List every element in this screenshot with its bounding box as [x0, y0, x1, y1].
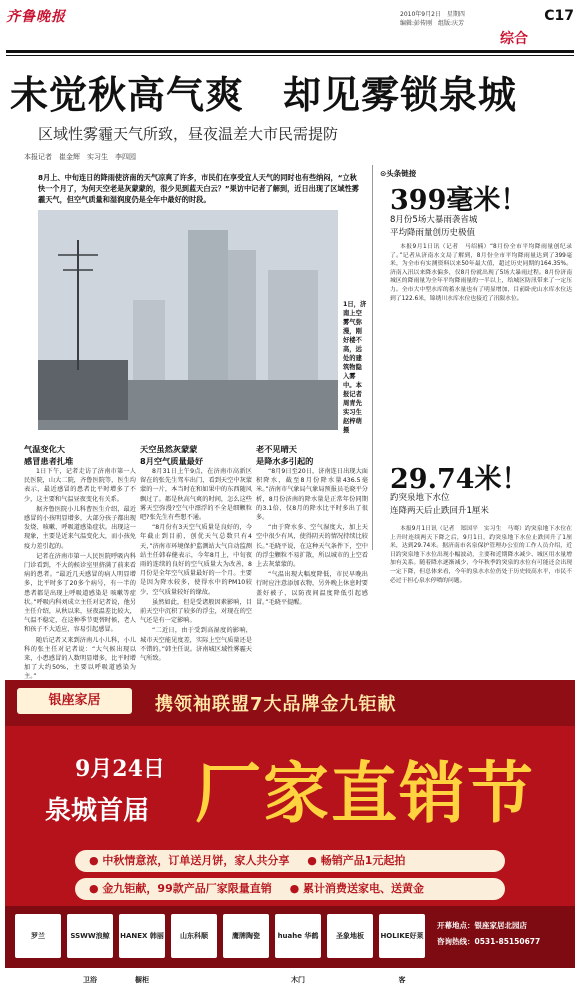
issue-info	[400, 10, 510, 28]
brand-logo: huahe 华鹤木门	[275, 914, 321, 958]
article-column-1	[24, 443, 136, 681]
rainfall-subtitle-line1: 8月份5场大暴雨袭省城	[390, 215, 478, 225]
advertisement	[5, 680, 575, 984]
ad-venue: 泉城首届	[45, 796, 150, 826]
headline: 未觉秋高气爽 却见雾锁泉城	[10, 73, 518, 117]
body-paragraph: 记者在济南市第一人民医院呼吸内科门诊看到，不大的候诊室里挤满了前来看病的患者。“最近几天感冒的病人明显增多，比平时多了20多个病号，有一半的患者都是出现上呼吸道感染是 咳嗽等症状。”呼吸内科刘成立主任对记者说，他另主任介绍，从秋以来，昼夜温差比较大，气温不稳定，在这种季节更替时候，老人和孩子不大适应，容易引起感冒。	[24, 552, 136, 634]
promo-item: ● 中秋情意浓，订单送月饼，家人共分享	[89, 854, 290, 867]
rainfall-story	[390, 243, 572, 448]
promo-item: ● 累计消费送家电、送黄金	[289, 882, 425, 895]
body-paragraph: 1日下午，记者走访了济南市第一人民医院，山大二院，齐鲁医院等，医生均表示，最近感冒的患者比平时增多了不少，这主要和气温昼夜变化有关系。	[24, 468, 136, 503]
foggy-city-image	[38, 210, 338, 430]
newspaper-logo: 齐鲁晚报	[6, 9, 66, 25]
subheadline: 区域性雾霾天气所致，昼夜温差大市民需提防	[38, 125, 339, 143]
brand-logo: 圣象地板	[327, 914, 373, 958]
rainfall-stat: 399毫米！	[390, 185, 528, 216]
body-paragraph: “气温出现大幅度降低，市民早晚出行时应注意添加衣物，另外晚上休息时要盖好被子，以防夜间温度降低引起感冒。”毛晓平提醒。	[256, 571, 368, 606]
brand-logo: 鹰牌陶瓷	[223, 914, 269, 958]
body-paragraph: 虽然如此，但是受诸般因素影响，目前天空中沉积了较多的浮尘，对现在的空气还是有一定影响。	[140, 598, 252, 625]
spring-level-story-text: 本报9月1日讯（记者 郑国平 实习生 马骞）趵突泉地下水位在上升时连续两天下降之后，9月1日，趵突泉地下水位止跌回升了1厘米，达到29.74米。据济南市名泉保护管理办公室的工作人员介绍，近日趵突泉地下水位出现小幅波动，主要和近期降水减少、城区用水量增加有关系。随着降水逐渐减少，今年秋季趵突泉的水位有可能还会出现一定下降，但总体来看，今年的泉水水位仍处于历史较高水平，市民不必过于担心泉水停喷的问题。	[390, 526, 572, 584]
masthead-rule	[6, 50, 574, 53]
ad-contact: 开幕地点：银座家居北园店 咨询热线：0531-85150677	[437, 921, 541, 946]
brand-logo: 罗兰	[15, 914, 61, 958]
promo-item: ● 畅销产品1元起拍	[307, 854, 406, 867]
body-paragraph: “由于降水多、空气湿度大，加上天空中很少有风，使得阴天的情况持续比较长。”毛晓平说，在这种天气条件下，空中的浮尘颗粒不易扩散，所以城市的上空看上去灰蒙蒙的。	[256, 524, 368, 569]
rainfall-subtitle	[390, 214, 570, 240]
brand-logo: 山东科顺	[171, 914, 217, 958]
news-photo	[38, 210, 338, 430]
ad-title: 厂家直销节	[195, 754, 535, 832]
body-paragraph: “二近日，由于受到高湿度的影响，城市天空能见度差，实际上空气质量还是不错的。”韩主任说。济南城区域性雾霾天气所致。	[140, 627, 252, 663]
body-paragraph: “8月份有3天空气质量是良好的，今年截止到目前，创优天气总数只有4天，”济南市环境保护监测站大气自动监测站主任韩春健表示，今年8月上，中旬夜雨的连续的良好的空气质量大为改善，8月份是全年空气质量最好的一个月。主要是因为降水较多，使得水中的PM10较少，空气质量较好的缘故。	[140, 524, 252, 596]
subtitle-cold: 气温变化大 感冒患者扎堆	[24, 444, 74, 466]
spring-level-stat: 29.74米！	[390, 464, 529, 495]
column-divider	[372, 165, 373, 550]
page-number: C17	[544, 8, 574, 24]
spring-level-subtitle: 趵突泉地下水位 连降两天后止跌回升1厘米	[390, 493, 489, 516]
brand-logo: SSWW浪鲸卫浴	[67, 914, 113, 958]
ad-brand-logo: 银座家居	[17, 688, 132, 714]
ad-brand-logos	[5, 906, 575, 984]
promo-item: ● 金九钜献，99款产品厂家限量直销	[89, 882, 272, 895]
brand-logo: HANEX 韩丽橱柜	[119, 914, 165, 958]
body-paragraph: 据齐鲁医院小儿科曹医生介绍，最近感冒的小孩明显增多，大部分孩子都出现发烧、咳嗽、呼吸道感染症状。出现这一现象，主要是近来气温变化大，而小孩免疫力差引起的。	[24, 505, 136, 550]
issue-date: 2010年9月2日 星期四	[400, 11, 465, 18]
masthead-rule-thin	[6, 55, 574, 56]
byline: 本报记者 崔金辉 实习生 李四园	[24, 153, 136, 161]
photo-caption: 1日，济南上空雾气弥漫，刚好楼不高，远处的建筑物隐入雾中。本报记者周青先 实习生赵梓萌 摄	[343, 301, 369, 434]
ad-promo-band-1	[75, 850, 505, 872]
ad-promo-band-2	[75, 878, 505, 900]
ad-slogan: 携领袖联盟7大品牌金九钜献	[155, 694, 397, 715]
article-column-3	[256, 443, 368, 673]
ad-date: 9月24日	[75, 756, 165, 782]
body-paragraph: 随后记者又来到济南儿小儿科，小儿科的张主任对记者说：“大气候出现以来，小患感冒的人数明显增多，比平时增加了大约50%，主要以呼吸道感染为主。”	[24, 636, 136, 681]
subtitle-air-quality: 天空虽然灰蒙蒙 8月空气质量最好	[140, 444, 204, 466]
subtitle-rainfall: 老不见晴天 是降水多引起的	[256, 444, 314, 466]
headline-link-label: ⊙头条链接	[380, 169, 417, 178]
circle-bullet-icon: ⊙	[380, 169, 387, 178]
brand-logo: HOLIKE好莱客	[379, 914, 425, 958]
lead-paragraph: 8月上、中旬连日的降雨使济南的天气凉爽了许多，市民们在享受宜人天气的同时也有些纳闷，“立秋快一个月了，为何天空老是灰蒙蒙的，很少见到蓝天白云？”果访中记者了解到，近日出现了区域性雾霾天气，但空气质量和湿润度仍是全年中最好的时段。	[38, 173, 359, 204]
section-name: 综合	[500, 31, 528, 47]
editor-credit: 编辑:彭传刚 组版:庆芳	[400, 20, 465, 27]
body-paragraph: “8月9日至20日，济南连日出现大面积降水，截至8月份降水量436.5毫米。”济南市气象局气象局预报员毛晓平分析，8月份济南的降水量是正常年份同期的3.1倍，仅8月的降水比平时多出了很多。	[256, 468, 368, 522]
article-column-2	[140, 443, 252, 673]
rainfall-story-text: 本报9月1日讯（记者 马绍楠）“8月份全市平均降雨量创纪录了。”记者从济南水文局了解到，8月份全市平均降雨量达到了399毫米，为全市有实测资料以来50年最大值，超过历史同期的164.35%。济南入汛以来降水偏多，仅8月份就出现了5场大暴雨过程。8月份济南城区的降雨量为全年平均降雨量的一半以上，给城区防汛带来了一定压力。全市大中型水库的蓄水量也有了明显增加，目前卧虎山水库水位达到了122.6米，锦绣川水库水位也接近了汛限水位。	[390, 244, 572, 302]
rainfall-subtitle-line2: 平均降雨量创历史极值	[390, 228, 476, 238]
spring-level-story	[390, 525, 572, 673]
body-paragraph: 8月31日上午9点，在济南市高新区留在的张先生驾车出门，看到天空中灰蒙蒙的一片，本当时在和如果中的东西随风飘过了。都是秋高气爽的时间，怎么这些雾天空弥漫?空气中漂浮的不全是细颗粒吧?张先生有些想不通。	[140, 468, 252, 522]
